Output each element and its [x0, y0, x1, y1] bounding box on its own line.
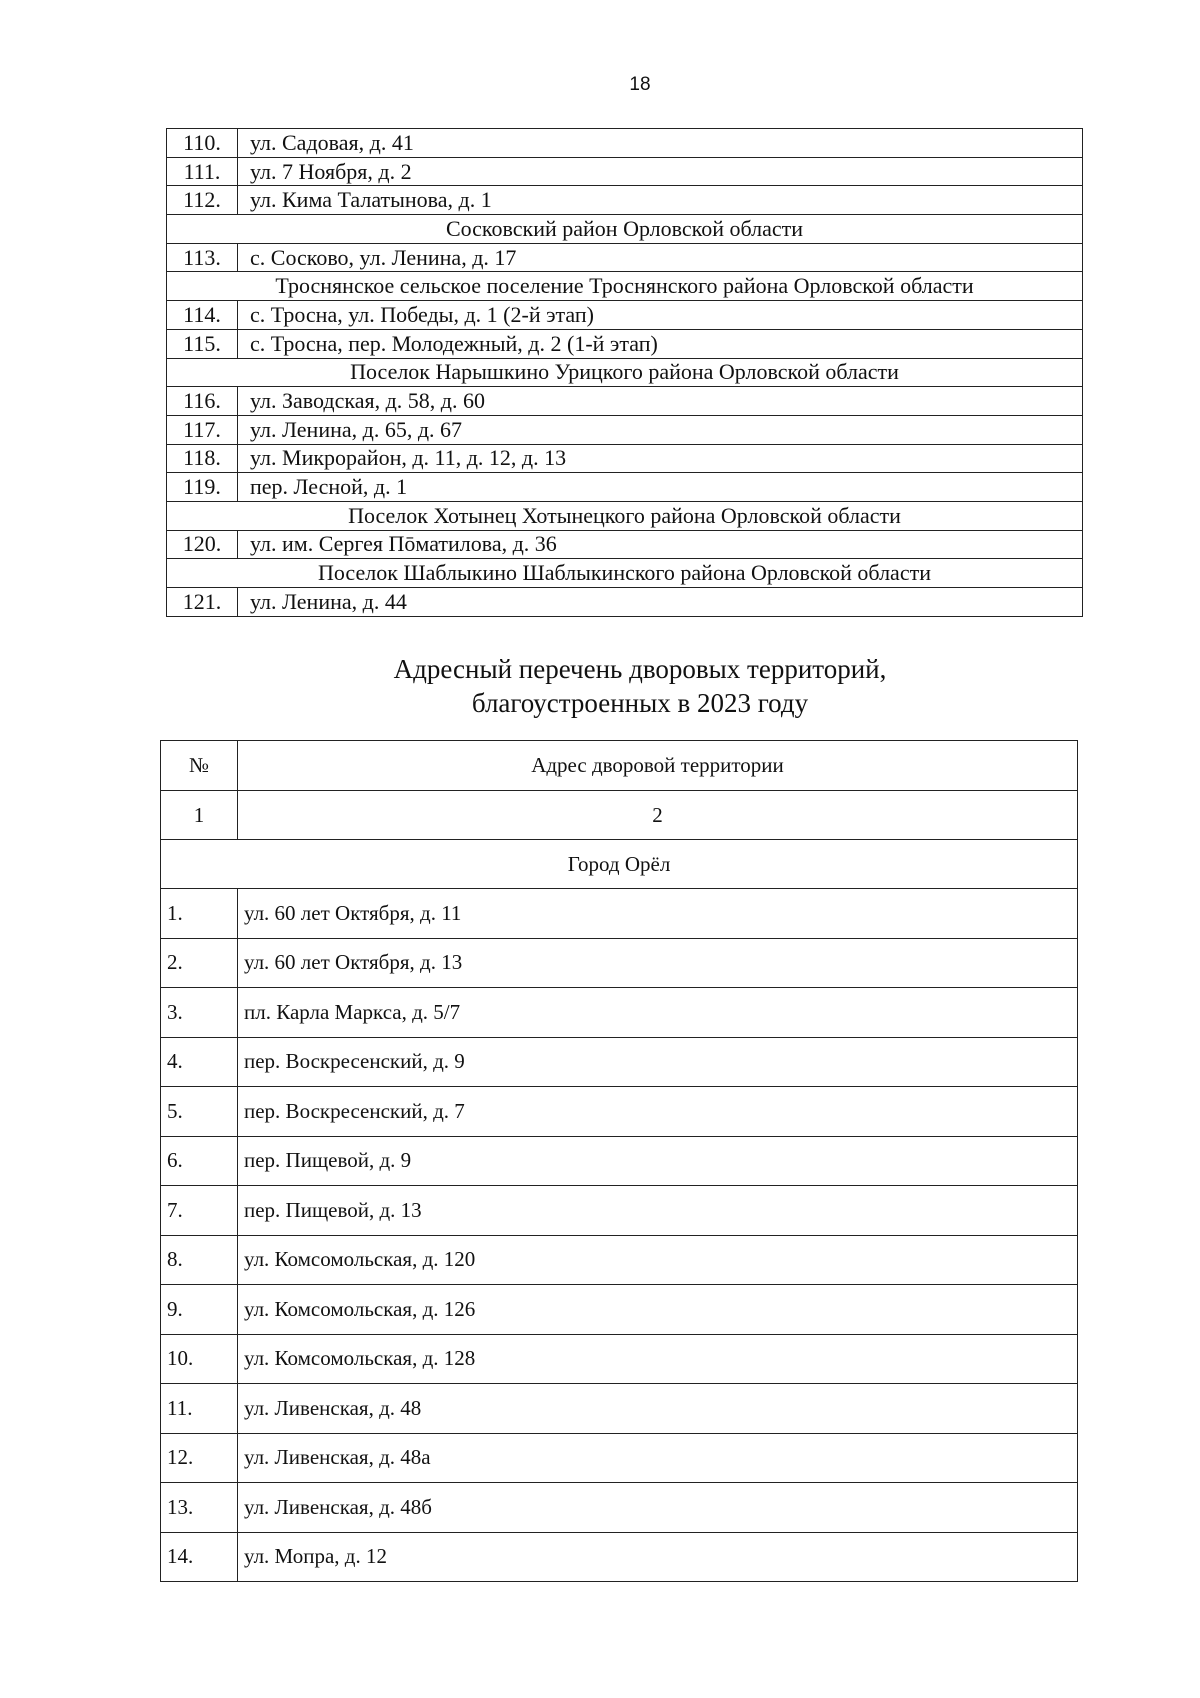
- section-row: [167, 272, 1083, 301]
- column-number-1: 1: [161, 791, 238, 840]
- row-number: 13.: [161, 1483, 238, 1533]
- table-row: [167, 588, 1083, 617]
- row-address: ул. Ливенская, д. 48а: [238, 1433, 1078, 1483]
- row-address: ул. 7 Ноября, д. 2: [238, 157, 1083, 186]
- table-row: [167, 387, 1083, 416]
- page-number: 18: [629, 74, 651, 95]
- row-number: 9.: [161, 1285, 238, 1335]
- header-address: Адрес дворовой территории: [238, 741, 1078, 791]
- row-number: 5.: [161, 1087, 238, 1137]
- table-row: [161, 1532, 1078, 1582]
- row-address: ул. 60 лет Октября, д. 13: [238, 938, 1078, 988]
- row-address: ул. им. Сергея Пōматилова, д. 36: [238, 530, 1083, 559]
- row-address: ул. Комсомольская, д. 126: [238, 1285, 1078, 1335]
- section-row: [167, 358, 1083, 387]
- table-row: [161, 1136, 1078, 1186]
- table-row: [161, 1186, 1078, 1236]
- row-address: с. Сосково, ул. Ленина, д. 17: [238, 243, 1083, 272]
- row-address: пер. Воскресенский, д. 9: [238, 1037, 1078, 1087]
- row-address: ул. 60 лет Октября, д. 11: [238, 889, 1078, 939]
- table-row: [167, 473, 1083, 502]
- row-number: 113.: [167, 243, 238, 272]
- row-number: 14.: [161, 1532, 238, 1582]
- row-number: 120.: [167, 530, 238, 559]
- table-row: [161, 1087, 1078, 1137]
- section-heading: [0, 652, 1200, 720]
- table-row: [161, 1384, 1078, 1434]
- row-address: ул. Ливенская, д. 48: [238, 1384, 1078, 1434]
- table-row: [167, 530, 1083, 559]
- row-number: 114.: [167, 301, 238, 330]
- row-number: 119.: [167, 473, 238, 502]
- row-number: 10.: [161, 1334, 238, 1384]
- table-row: [161, 1235, 1078, 1285]
- table-row: [161, 1334, 1078, 1384]
- table-row: [167, 186, 1083, 215]
- row-number: 121.: [167, 588, 238, 617]
- column-number-2: 2: [238, 791, 1078, 840]
- row-address: пл. Карла Маркса, д. 5/7: [238, 988, 1078, 1038]
- row-address: пер. Пищевой, д. 13: [238, 1186, 1078, 1236]
- table-row: [167, 243, 1083, 272]
- table-row: [161, 1037, 1078, 1087]
- header-number: №: [161, 741, 238, 791]
- table-row: [161, 1285, 1078, 1335]
- row-address: ул. Ленина, д. 65, д. 67: [238, 415, 1083, 444]
- row-address: ул. Ливенская, д. 48б: [238, 1483, 1078, 1533]
- section-title: Город Орёл: [161, 840, 1078, 889]
- section-row: [161, 840, 1078, 889]
- column-number-row: [161, 791, 1078, 840]
- table-row: [161, 889, 1078, 939]
- table1-body: [167, 129, 1083, 617]
- row-number: 11.: [161, 1384, 238, 1434]
- section-title: Поселок Нарышкино Урицкого района Орловской области: [167, 358, 1083, 387]
- row-address: ул. Мопра, д. 12: [238, 1532, 1078, 1582]
- row-address: ул. Комсомольская, д. 128: [238, 1334, 1078, 1384]
- row-number: 111.: [167, 157, 238, 186]
- row-number: 12.: [161, 1433, 238, 1483]
- row-number: 8.: [161, 1235, 238, 1285]
- table-row: [161, 988, 1078, 1038]
- table-row: [161, 1483, 1078, 1533]
- table-row: [167, 329, 1083, 358]
- section-row: [167, 559, 1083, 588]
- row-address: ул. Садовая, д. 41: [238, 129, 1083, 158]
- heading-line-2: благоустроенных в 2023 году: [471, 688, 809, 718]
- row-number: 110.: [167, 129, 238, 158]
- row-address: пер. Лесной, д. 1: [238, 473, 1083, 502]
- table-row: [161, 1433, 1078, 1483]
- row-number: 2.: [161, 938, 238, 988]
- section-title: Поселок Хотынец Хотынецкого района Орловской области: [167, 501, 1083, 530]
- table-header-row: [161, 741, 1078, 791]
- table-row: [167, 301, 1083, 330]
- row-number: 4.: [161, 1037, 238, 1087]
- row-address: с. Тросна, ул. Победы, д. 1 (2-й этап): [238, 301, 1083, 330]
- row-number: 117.: [167, 415, 238, 444]
- row-address: ул. Комсомольская, д. 120: [238, 1235, 1078, 1285]
- section-title: Троснянское сельское поселение Троснянского района Орловской области: [167, 272, 1083, 301]
- row-number: 112.: [167, 186, 238, 215]
- section-title: Поселок Шаблыкино Шаблыкинского района Орловской области: [167, 559, 1083, 588]
- table-row: [167, 129, 1083, 158]
- row-address: ул. Микрорайон, д. 11, д. 12, д. 13: [238, 444, 1083, 473]
- table-row: [167, 157, 1083, 186]
- row-address: с. Тросна, пер. Молодежный, д. 2 (1-й этап): [238, 329, 1083, 358]
- table2-body: [161, 741, 1078, 1582]
- row-number: 3.: [161, 988, 238, 1038]
- row-address: пер. Воскресенский, д. 7: [238, 1087, 1078, 1137]
- row-number: 1.: [161, 889, 238, 939]
- row-number: 115.: [167, 329, 238, 358]
- row-address: ул. Ленина, д. 44: [238, 588, 1083, 617]
- section-title: Сосковский район Орловской области: [167, 215, 1083, 244]
- row-address: ул. Заводская, д. 58, д. 60: [238, 387, 1083, 416]
- row-address: пер. Пищевой, д. 9: [238, 1136, 1078, 1186]
- row-number: 6.: [161, 1136, 238, 1186]
- row-address: ул. Кима Талатынова, д. 1: [238, 186, 1083, 215]
- courtyard-address-table: [160, 740, 1078, 1582]
- heading-line-1: Адресный перечень дворовых территорий,: [393, 654, 887, 684]
- table-row: [167, 444, 1083, 473]
- address-table-continued: [166, 128, 1083, 617]
- table-row: [167, 415, 1083, 444]
- row-number: 7.: [161, 1186, 238, 1236]
- section-row: [167, 501, 1083, 530]
- row-number: 118.: [167, 444, 238, 473]
- table-row: [161, 938, 1078, 988]
- row-number: 116.: [167, 387, 238, 416]
- section-row: [167, 215, 1083, 244]
